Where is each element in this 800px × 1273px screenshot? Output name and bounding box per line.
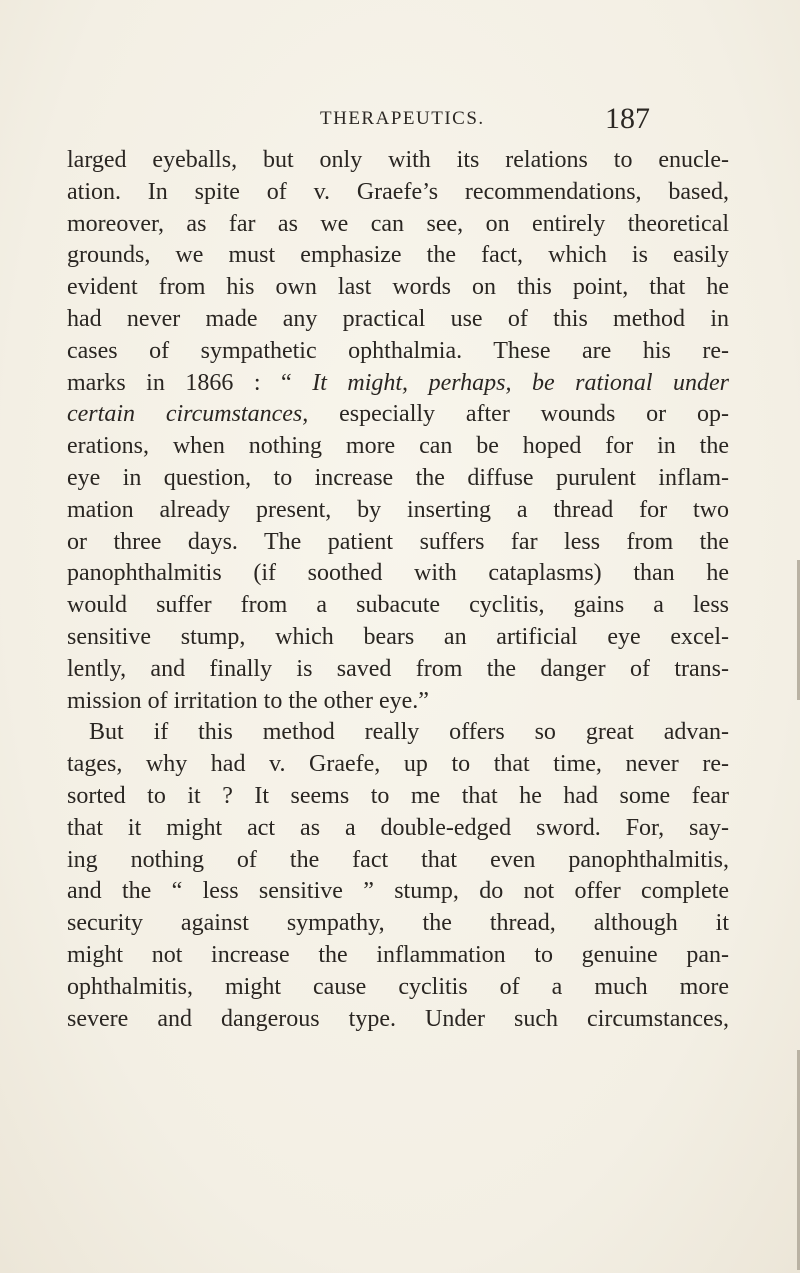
- text-line: eye in question, to increase the diffuse purulent inflam-: [67, 464, 729, 491]
- text-line: cases of sympathetic ophthalmia. These are his re-: [67, 337, 729, 364]
- text-line: panophthalmitis (if soothed with cataplasms) than he: [67, 560, 729, 587]
- text-line: evident from his own last words on this point, that he: [67, 274, 729, 301]
- text-line: moreover, as far as we can see, on entirely theoretical: [67, 210, 729, 237]
- text-line: ophthalmitis, might cause cyclitis of a much more: [67, 973, 729, 1000]
- text-line: that it might act as a double-edged sword. For, say-: [67, 814, 729, 841]
- text-line: might not increase the inflammation to genuine pan-: [67, 941, 729, 968]
- text-line: had never made any practical use of this method in: [67, 305, 729, 332]
- body-text: [67, 145, 729, 1035]
- text-line: sensitive stump, which bears an artificial eye excel-: [67, 623, 729, 650]
- page-number: 187: [605, 102, 650, 135]
- text-line: [67, 368, 729, 400]
- text-line: [67, 399, 729, 431]
- text-segment: marks in 1866 : “: [67, 369, 313, 396]
- text-line: sorted to it ? It seems to me that he had some fear: [67, 782, 729, 809]
- text-line: ation. In spite of v. Graefe’s recommendations, based,: [67, 178, 729, 205]
- italic-quote: certain circumstances,: [67, 401, 309, 428]
- running-head: THERAPEUTICS.: [320, 108, 485, 129]
- text-line: erations, when nothing more can be hoped for in the: [67, 433, 729, 460]
- text-line: grounds, we must emphasize the fact, which is easily: [67, 242, 729, 269]
- text-line: mission of irritation to the other eye.”: [67, 687, 429, 714]
- text-line: and the “ less sensitive ” stump, do not offer complete: [67, 878, 729, 905]
- text-line: or three days. The patient suffers far less from the: [67, 528, 729, 555]
- text-line: would suffer from a subacute cyclitis, gains a less: [67, 592, 729, 619]
- text-line: lently, and finally is saved from the danger of trans-: [67, 655, 729, 682]
- text-line: larged eyeballs, but only with its relations to enucle-: [67, 147, 729, 173]
- text-line: mation already present, by inserting a thread for two: [67, 496, 729, 523]
- text-line: But if this method really offers so great advan-: [89, 719, 729, 746]
- page-header: [0, 102, 800, 142]
- text-line: tages, why had v. Graefe, up to that time, never re-: [67, 751, 729, 778]
- text-line: ing nothing of the fact that even panophthalmitis,: [67, 846, 729, 873]
- italic-quote: It might, perhaps, be rational under: [312, 369, 730, 396]
- text-segment: especially after wounds or op-: [308, 401, 729, 428]
- text-line: security against sympathy, the thread, although it: [67, 910, 729, 937]
- text-line: severe and dangerous type. Under such circumstances,: [67, 1005, 729, 1032]
